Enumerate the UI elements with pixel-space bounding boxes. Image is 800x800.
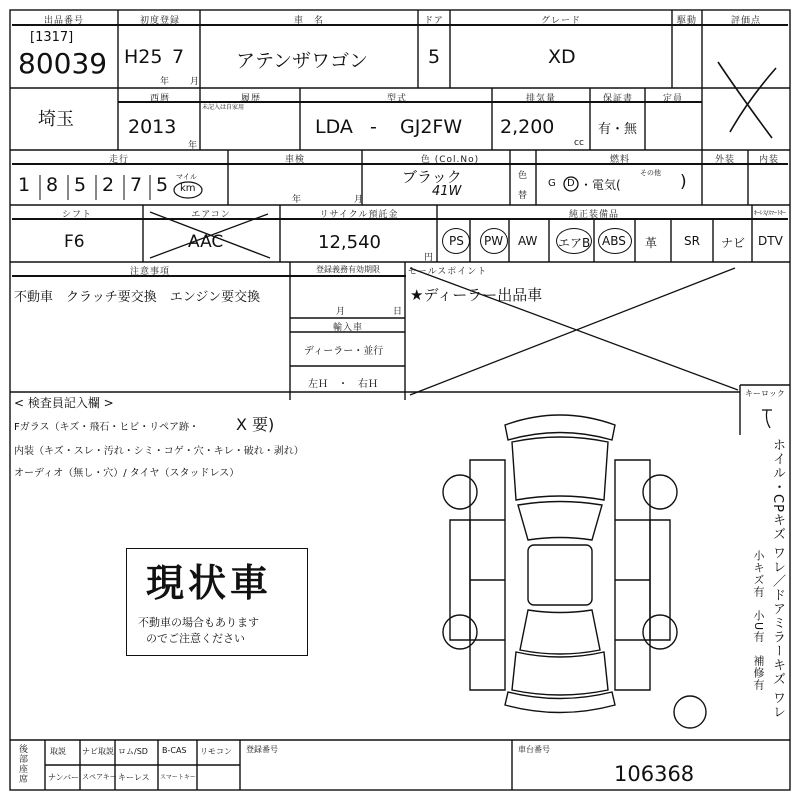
check-bcas: B-CAS (162, 746, 187, 755)
key-lock-label: キーロック (745, 389, 785, 398)
side-note-1: ホイル・CPキズ ワレ／ドアミラーキズ ワレ (770, 438, 785, 720)
car-name: アテンザワゴン (236, 50, 369, 72)
expiry-day: 日 (393, 307, 403, 317)
mileage-digit-6: 5 (156, 174, 169, 196)
stamp-big: 現状車 (146, 561, 273, 605)
sales-label: セールスポイント (408, 267, 488, 277)
exterior-label: 外装 (714, 155, 735, 165)
interior-line: 内装（キズ・スレ・汚れ・シミ・コゲ・穴・キレ・破れ・剥れ） (14, 446, 304, 457)
fuel-close: ) (680, 172, 687, 192)
sales-text: ★ディーラー出品車 (410, 286, 543, 304)
check-spare-key: スペアキー (82, 773, 117, 781)
reg-expiry-label: 登録義務有効期限 (316, 265, 380, 274)
ac-value: AAC (188, 232, 224, 252)
era-year: H25 (124, 46, 163, 68)
cc-label: 排気量 (525, 94, 556, 104)
color-code: 41W (432, 184, 462, 199)
reg-label: 初度登録 (139, 16, 180, 26)
color-change-2: 替 (518, 191, 528, 201)
recycle-value: 12,540 (318, 232, 381, 253)
mileage-digit-5: 7 (130, 174, 143, 196)
displacement-value: 2,200 (500, 116, 555, 138)
caution-text: 不動車 クラッチ要交換 エンジン要交換 (14, 290, 261, 305)
capacity-label: 定員 (662, 94, 683, 104)
model-year: 2013 (128, 116, 177, 138)
check-number: ナンバー (48, 773, 80, 782)
cc-unit: cc (574, 138, 584, 148)
equip-leather: 革 (645, 236, 658, 250)
color-value: ブラック (402, 168, 462, 186)
drive-label: 駆動 (676, 16, 697, 26)
stamp-small-2: のでご注意ください (146, 632, 245, 645)
shaken-month: 月 (354, 195, 364, 205)
handle-options: 左Ｈ ・ 右Ｈ (308, 379, 378, 390)
model-code: GJ2FW (400, 116, 463, 138)
month-unit: 月 (190, 77, 200, 87)
seireki-label: 西暦 (149, 94, 170, 104)
mileage-digit-3: 5 (74, 174, 87, 196)
km-unit: km (180, 183, 196, 194)
mileage-label: 走行 (108, 155, 129, 165)
reg-month: 7 (172, 46, 185, 68)
keyless-label: ｷｰﾚｽ/ｽﾏｰﾄｷｰ (754, 210, 787, 217)
check-navi-manual: ナビ取説 (82, 747, 114, 756)
equip-pw: PW (484, 234, 504, 248)
inspection-title: < 検査員記入欄 > (14, 396, 114, 410)
import-options: ディーラー・並行 (304, 346, 384, 357)
check-keyless: キーレス (118, 773, 150, 782)
backseat-label: 後部座席 (17, 744, 27, 784)
equip-dtv: DTV (758, 234, 783, 248)
shaken-label: 車検 (284, 155, 305, 165)
model-year-unit: 年 (188, 141, 198, 151)
warranty-label: 保証書 (602, 94, 633, 104)
grade-value: XD (548, 46, 576, 68)
reg-number-label: 登録番号 (246, 745, 278, 754)
equip-label: 純正装備品 (568, 210, 619, 220)
recycle-label: リサイクル預託金 (319, 210, 399, 220)
mileage-digit-1: 1 (18, 174, 31, 196)
stamp-small-1: 不動車の場合もあります (138, 616, 259, 629)
model-dash: - (370, 116, 377, 138)
name-label: 車 名 (293, 16, 324, 26)
interior-label: 内装 (758, 155, 779, 165)
expiry-month: 月 (336, 307, 346, 317)
equip-sr: SR (684, 234, 700, 248)
check-rom-sd: ロム/SD (118, 747, 148, 756)
equip-airbag: エアB (558, 236, 591, 250)
audio-line: オーディオ（無し・穴）/ タイヤ（スタッドレス） (14, 468, 240, 479)
equip-navi: ナビ (721, 236, 746, 250)
color-change-1: 色 (518, 171, 528, 181)
doors-label: ドア (424, 16, 444, 26)
mileage-digit-2: 8 (46, 174, 59, 196)
equip-abs: ABS (602, 234, 626, 248)
history-label: 履歴 (240, 94, 261, 104)
glass-line: Fガラス（キズ・飛石・ヒビ・リペア跡・ (14, 422, 200, 433)
mile-unit: マイル (176, 173, 197, 181)
lot-bracket: [1317] (30, 30, 74, 45)
fuel-other: その他 (640, 169, 661, 177)
history-sub: 未記入は自家用 (202, 104, 245, 111)
model-prefix: LDA (315, 116, 353, 138)
chassis-label: 車台番号 (518, 745, 550, 754)
equip-ps: PS (449, 234, 464, 248)
shaken-year: 年 (292, 195, 302, 205)
glass-mark: X 要) (236, 415, 275, 434)
caution-label: 注意事項 (129, 267, 170, 277)
check-manual: 取説 (50, 747, 66, 756)
type-label: 型式 (386, 94, 407, 104)
fuel-label: 燃料 (609, 155, 630, 165)
fuel-g: G (548, 178, 556, 189)
grade-label: グレード (540, 16, 581, 26)
fuel-electric: ・電気( (580, 178, 621, 192)
warranty-value: 有・無 (598, 122, 638, 137)
yen-unit: 円 (424, 253, 434, 263)
lot-label: 出品番号 (43, 16, 84, 26)
score-label: 評価点 (730, 16, 761, 26)
ac-label: エアコン (191, 210, 231, 220)
region-value: 埼玉 (38, 109, 74, 130)
fuel-d: D (567, 178, 575, 189)
chassis-number: 106368 (614, 762, 695, 786)
color-label: 色 (Col.No) (420, 155, 480, 165)
mileage-digit-4: 2 (102, 174, 115, 196)
equip-aw: AW (518, 234, 538, 248)
year-unit: 年 (160, 77, 170, 87)
import-label: 輸入車 (332, 323, 363, 333)
doors-value: 5 (428, 46, 441, 68)
check-smart-key: スマートキー (160, 774, 196, 781)
shift-value: F6 (64, 232, 85, 252)
check-remote: リモコン (200, 747, 232, 756)
shift-label: シフト (61, 210, 92, 220)
side-note-2: 小キズ有 小U有 補修有 (752, 550, 765, 692)
lot-number: 80039 (18, 47, 108, 80)
